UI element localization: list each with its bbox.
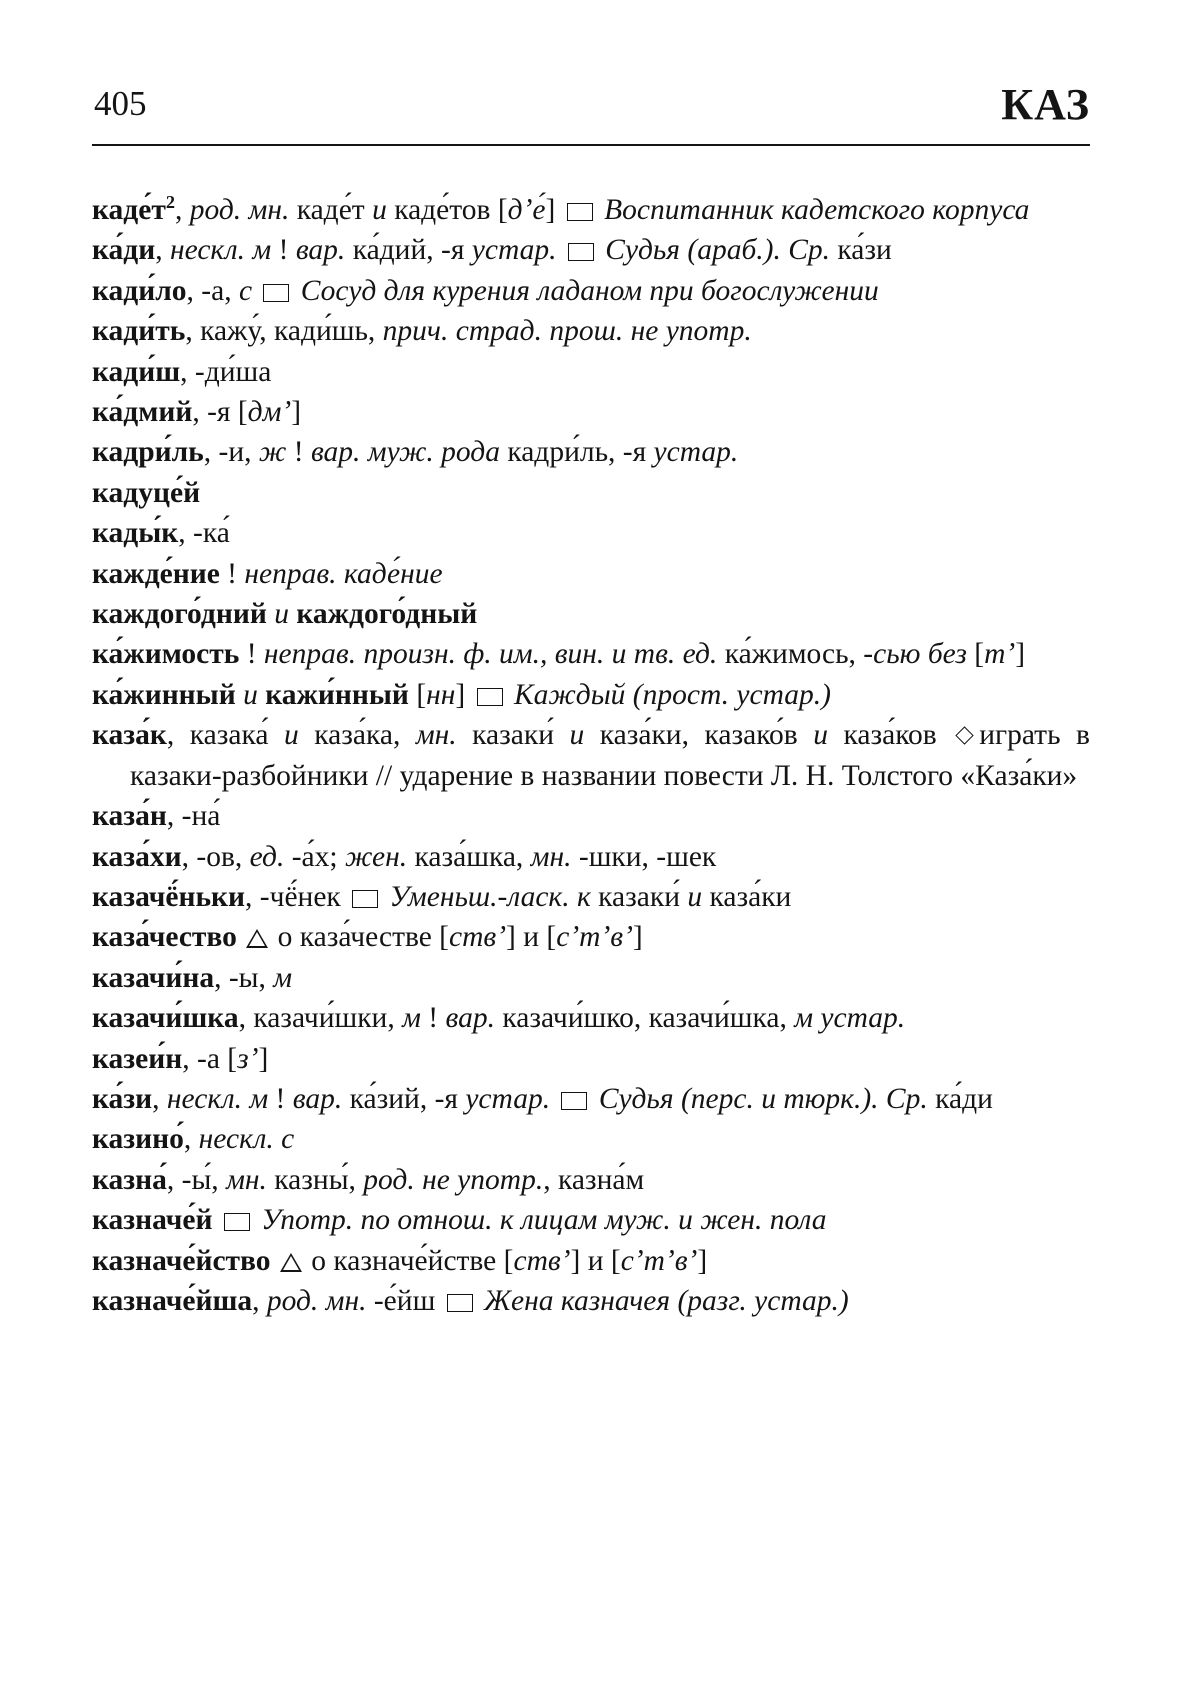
dictionary-entry xyxy=(92,230,1090,270)
entry-text: , казна́м xyxy=(543,1163,645,1196)
headword: ка́зи xyxy=(92,1082,153,1115)
entry-text: ! xyxy=(420,1002,446,1035)
italic-note: Уменьш.-ласк. к xyxy=(382,880,591,913)
dictionary-entry xyxy=(92,1160,1090,1200)
entry-text: ] xyxy=(258,1042,269,1075)
entry-text: ! xyxy=(268,1082,293,1115)
dictionary-entry xyxy=(92,554,1090,594)
definition-box-icon xyxy=(567,203,593,221)
italic-note: зʼ xyxy=(237,1042,259,1075)
entry-list xyxy=(92,190,1090,1321)
entry-text: ! xyxy=(271,234,296,267)
headword: казначе́йша xyxy=(92,1284,253,1317)
entry-text: , кажу́, кади́шь, xyxy=(185,315,383,348)
headword: кади́ть xyxy=(92,315,186,348)
dictionary-entry xyxy=(92,1241,1090,1281)
entry-text: о казначе́йстве [ xyxy=(303,1244,514,1277)
italic-note: и xyxy=(274,598,289,631)
headword: казначе́й xyxy=(92,1204,213,1237)
italic-note: с xyxy=(238,274,253,307)
italic-note: Употр. по отнош. к лицам муж. и жен. пола xyxy=(253,1204,827,1237)
dictionary-entry xyxy=(92,1119,1090,1159)
entry-text: казны́, xyxy=(266,1163,364,1196)
dictionary-entry xyxy=(92,675,1090,715)
italic-note: м xyxy=(402,1002,421,1035)
entry-text: , -и, xyxy=(203,436,259,469)
definition-box-icon xyxy=(477,688,503,706)
entry-text: , -ка́ xyxy=(178,517,230,550)
italic-note: м устар. xyxy=(794,1002,906,1035)
dictionary-entry xyxy=(92,271,1090,311)
italic-note: мн. xyxy=(226,1163,267,1196)
italic-note: тʼ xyxy=(984,638,1016,671)
dictionary-entry xyxy=(92,715,1090,796)
entry-text: , xyxy=(183,1123,199,1156)
diamond-icon xyxy=(956,727,974,745)
italic-note: и xyxy=(569,719,585,752)
italic-note: ствʼ xyxy=(449,921,507,954)
page-header xyxy=(92,82,1090,146)
headword: казеи́н xyxy=(92,1042,183,1075)
italic-note: неправ. каде́ние xyxy=(244,557,443,590)
italic-note: устар. xyxy=(653,436,739,469)
headword: казино́ xyxy=(92,1123,184,1156)
definition-box-icon xyxy=(561,1092,587,1110)
italic-note: мн. xyxy=(530,840,572,873)
italic-note: дʼе́ xyxy=(507,194,546,226)
entry-text: ка́ди xyxy=(927,1082,993,1115)
italic-note: нескл. м xyxy=(166,1082,269,1115)
dictionary-entry xyxy=(92,917,1090,957)
entry-text: кадри́ль, -я xyxy=(499,436,654,469)
entry-text: , xyxy=(155,234,170,267)
entry-text: , xyxy=(174,194,190,226)
italic-note: род. мн. xyxy=(266,1284,367,1317)
italic-note: и xyxy=(372,194,387,226)
headword: кажи́нный xyxy=(265,678,409,711)
entry-text: -е́йш xyxy=(366,1284,443,1317)
dictionary-entry xyxy=(92,634,1090,674)
dictionary-entry xyxy=(92,352,1090,392)
entry-text: ! xyxy=(286,436,311,469)
italic-note: ед. xyxy=(249,840,285,873)
entry-text: каза́шка, xyxy=(407,840,531,873)
entry-text: казачи́шко, казачи́шка, xyxy=(494,1002,795,1035)
italic-note: дмʼ xyxy=(247,396,292,429)
entry-text: , -ы́, xyxy=(166,1163,227,1196)
italic-note: Сосуд для курения ладаном при богослужении xyxy=(293,274,879,307)
italic-note: ствʼ xyxy=(513,1244,571,1277)
dictionary-entry xyxy=(92,594,1090,634)
entry-text: казаки́ xyxy=(456,719,570,752)
headword: кади́ш xyxy=(92,355,181,388)
dictionary-entry xyxy=(92,1200,1090,1240)
definition-box-icon xyxy=(568,243,594,261)
headword: кажде́ние xyxy=(92,557,220,590)
entry-text: [ xyxy=(408,678,427,711)
italic-note: нн xyxy=(426,678,456,711)
entry-text: , -я [ xyxy=(192,396,248,429)
entry-text: , -ы, xyxy=(214,961,274,994)
entry-text: , -а, xyxy=(186,274,239,307)
entry-text xyxy=(237,921,244,953)
entry-text: ] xyxy=(545,194,563,226)
entry-text: , -ов, xyxy=(181,840,250,873)
headword: кадри́ль xyxy=(92,436,204,469)
italic-note: вар. муж. рода xyxy=(310,436,500,469)
homonym-index: 2 xyxy=(165,192,175,213)
entry-text: ] и [ xyxy=(506,921,557,954)
italic-note: вар. xyxy=(295,234,346,267)
dictionary-entry xyxy=(92,837,1090,877)
entry-text: ] xyxy=(1015,638,1026,671)
italic-note: прич. страд. прош. не употр. xyxy=(382,315,752,348)
italic-note: устар. xyxy=(471,234,557,267)
entry-text xyxy=(236,679,243,711)
entry-text xyxy=(252,275,259,307)
headword: казначе́йство xyxy=(92,1244,271,1277)
headword: кади́ло xyxy=(92,274,187,307)
entry-text: , -чё́нек xyxy=(245,880,349,913)
italic-note: Жена казначея (разг. устар.) xyxy=(476,1284,849,1317)
entry-text: каза́ки xyxy=(702,880,792,913)
italic-note: и xyxy=(687,880,703,913)
entry-text: ] xyxy=(291,396,302,429)
definition-box-icon xyxy=(352,890,378,908)
dictionary-entry xyxy=(92,190,1090,230)
running-head: КАЗ xyxy=(1001,80,1090,129)
entry-text: ] xyxy=(697,1244,708,1277)
italic-note: род. мн. xyxy=(189,194,290,226)
entry-text: ка́дий, -я xyxy=(345,234,472,267)
entry-text: , казачи́шки, xyxy=(238,1002,403,1035)
entry-text: [ xyxy=(966,638,985,671)
entry-text: , -ди́ша xyxy=(180,355,272,388)
entry-text: , казака́ xyxy=(166,719,284,752)
italic-note: мн. xyxy=(415,719,457,752)
entry-text: каза́ка, xyxy=(298,719,416,752)
italic-note: и xyxy=(813,719,828,752)
definition-box-icon xyxy=(447,1294,473,1312)
definition-box-icon xyxy=(263,284,289,302)
entry-text: о каза́честве [ xyxy=(270,921,450,954)
entry-text: ] xyxy=(632,921,643,954)
dictionary-entry xyxy=(92,877,1090,917)
page-number: 405 xyxy=(94,84,147,123)
entry-text: ! xyxy=(219,557,245,590)
entry-text: каза́ки, казако́в xyxy=(584,719,814,752)
entry-text xyxy=(557,234,564,266)
headword: ка́ди xyxy=(92,234,156,267)
entry-text: каде́тов [ xyxy=(386,194,508,226)
entry-text: , xyxy=(252,1284,267,1317)
italic-note: нескл. с xyxy=(198,1123,295,1156)
entry-text: ка́жимось, xyxy=(717,638,864,671)
italic-note: сʼтʼвʼ xyxy=(620,1244,698,1277)
entry-text: казаки́ xyxy=(590,880,688,913)
entry-text: ] xyxy=(455,678,473,711)
italic-note: Каждый (прост. устар.) xyxy=(506,678,831,711)
headword: кадуце́й xyxy=(92,476,201,509)
headword: ка́жинный xyxy=(92,678,236,711)
italic-note: сʼтʼвʼ xyxy=(556,921,633,954)
italic-note: вар. xyxy=(292,1082,343,1115)
dictionary-entry xyxy=(92,392,1090,432)
headword: каждого́дний xyxy=(92,598,267,631)
italic-note: неправ. произн. ф. им., вин. и тв. ед. xyxy=(263,638,718,671)
italic-note: вар. xyxy=(445,1002,495,1035)
italic-note: устар. xyxy=(465,1082,551,1115)
headword: каза́н xyxy=(92,800,167,833)
headword: каза́хи xyxy=(92,840,182,873)
entry-text: каза́ков xyxy=(827,719,953,752)
dictionary-entry xyxy=(92,311,1090,351)
italic-note: Судья (араб.). Ср. xyxy=(597,234,831,267)
headword: казачё́ньки xyxy=(92,880,246,913)
dictionary-entry xyxy=(92,1039,1090,1079)
entry-text: ! xyxy=(239,638,264,671)
headword: ка́дмий xyxy=(92,396,193,429)
definition-box-icon xyxy=(224,1213,250,1231)
italic-note: и xyxy=(283,719,299,752)
headword: казна́ xyxy=(92,1163,167,1196)
triangle-icon xyxy=(246,929,268,948)
entry-text: ] и [ xyxy=(570,1244,621,1277)
dictionary-entry xyxy=(92,513,1090,553)
headword: каза́к xyxy=(92,719,167,752)
italic-note: м xyxy=(273,961,293,994)
dictionary-entry xyxy=(92,473,1090,513)
headword: каде́т xyxy=(92,194,166,226)
entry-text xyxy=(271,1245,278,1277)
entry-text: ка́зий, -я xyxy=(342,1082,466,1115)
entry-text: -а́х; xyxy=(284,840,345,873)
headword: казачи́на xyxy=(92,961,215,994)
italic-note: ж xyxy=(258,436,287,469)
dictionary-entry xyxy=(92,958,1090,998)
entry-text: , xyxy=(152,1082,167,1115)
entry-text: , -на́ xyxy=(166,800,221,833)
italic-note: Воспитанник кадетского корпуса xyxy=(596,194,1030,226)
dictionary-entry xyxy=(92,1281,1090,1321)
entry-text: ка́зи xyxy=(830,234,892,267)
italic-note: Судья (перс. и тюрк.). Ср. xyxy=(591,1082,928,1115)
entry-text: играть в казаки-разбойники // ударение в названии повести Л. Н. Толстого «Каза́ки» xyxy=(130,719,1090,792)
italic-note: нескл. м xyxy=(169,234,272,267)
entry-text xyxy=(550,1083,557,1115)
headword: казачи́шка xyxy=(92,1002,239,1035)
entry-text: , -а [ xyxy=(182,1042,238,1075)
dictionary-entry xyxy=(92,432,1090,472)
italic-note: род. не употр. xyxy=(363,1163,544,1196)
dictionary-entry xyxy=(92,796,1090,836)
dictionary-entry xyxy=(92,1079,1090,1119)
headword: кады́к xyxy=(92,517,179,550)
entry-text: каде́т xyxy=(289,194,373,226)
italic-note: жен. xyxy=(344,840,408,873)
headword: каждого́дный xyxy=(296,598,478,631)
dictionary-entry xyxy=(92,998,1090,1038)
italic-note: и xyxy=(243,678,258,711)
headword: каза́чество xyxy=(92,921,237,954)
entry-text: -шки, -шек xyxy=(571,840,717,873)
triangle-icon xyxy=(280,1253,302,1272)
entry-text xyxy=(212,1204,219,1236)
italic-note: -сью без xyxy=(863,638,967,671)
headword: ка́жимость xyxy=(92,638,240,671)
